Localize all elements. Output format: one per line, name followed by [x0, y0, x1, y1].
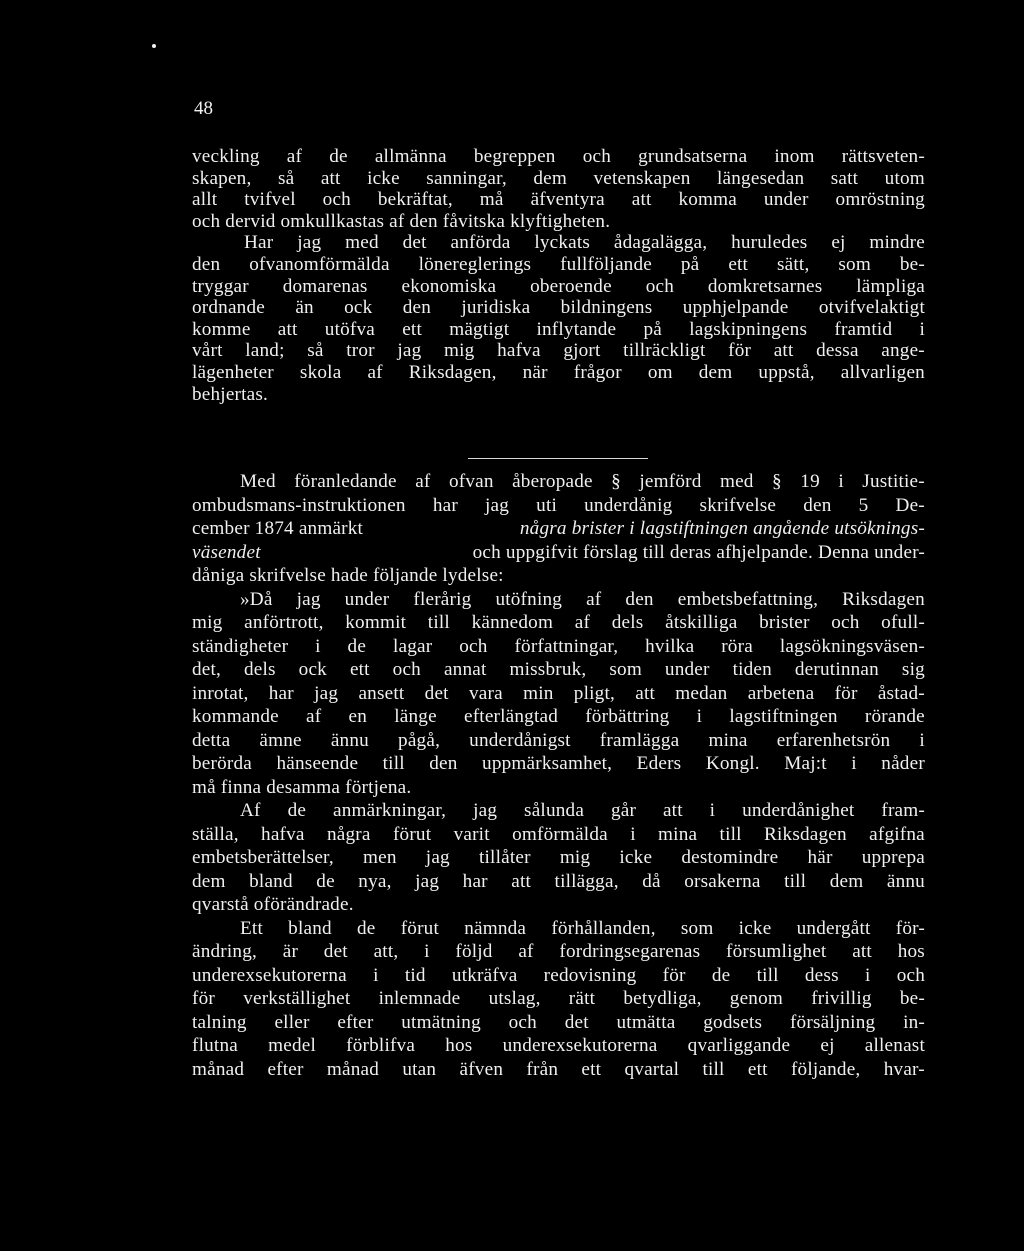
text-line: inrotat, har jag ansett det vara min pligt, att medan arbetena för åstad- [192, 682, 925, 704]
text-line: skapen, så att icke sanningar, dem vetenskapen längesedan satt utom [192, 167, 925, 189]
text-line: Af de anmärkningar, jag sålunda går att i underdånighet fram- [240, 800, 925, 821]
text-line: »Då jag under flerårig utöfning af den embetsbefattning, Riksdagen [240, 588, 925, 610]
text-line: det, dels ock ett och annat missbruk, som under tiden derutinnan sig [192, 659, 925, 680]
page-speck [152, 44, 156, 48]
text-line: komme att utöfva ett mägtigt inflytande på lagskipningens framtid i [192, 318, 925, 340]
text-italic: några brister i lagstiftningen angående utsöknings- [519, 518, 925, 539]
text-plain: och uppgifvit förslag till deras afhjelpande. Denna under- [472, 541, 925, 563]
section-rattsvetenskap-paragraph [192, 146, 925, 405]
text-line: allt tvifvel och bekräftat, må äfventyra att komma under omröstning [192, 189, 925, 211]
text-line: ständigheter i de lagar och författningar, hvilka röra lagsökningsväsen- [192, 635, 925, 657]
text-line: berörda hänseende till den uppmärksamhet, Eders Kongl. Maj:t i nåder [192, 753, 925, 774]
text-line: ändring, är det att, i följd af fordringsegarenas försumlighet att hos [192, 941, 925, 962]
text-line: ordnande än ock den juridiska bildningens upphjelpande otvifvelaktigt [192, 297, 925, 319]
text-line: underexsekutorerna i tid utkräfva redovisning för de till dess i och [192, 964, 925, 986]
section-divider [468, 458, 648, 459]
text-line: må finna desamma förtjena. [192, 776, 412, 798]
text-line: dåniga skrifvelse hade följande lydelse: [192, 565, 504, 586]
text-line-mixed [192, 517, 925, 541]
page-number: 48 [194, 98, 213, 119]
text-line: och dervid omkullkastas af den fåvitska klyftigheten. [192, 210, 611, 232]
section-utsokningsvasendet [192, 470, 925, 1081]
text-line: månad efter månad utan äfven från ett qvartal till ett följande, hvar- [192, 1058, 925, 1080]
text-line: veckling af de allmänna begreppen och grundsatserna inom rättsveten- [192, 146, 925, 167]
text-line: ställa, hafva några förut varit omförmälda i mina till Riksdagen afgifna [192, 823, 925, 845]
text-line: behjertas. [192, 383, 269, 405]
text-line: vårt land; så tror jag mig hafva gjort tillräckligt för att dessa ange- [192, 340, 925, 362]
text-line: mig anförtrott, kommit till kännedom af dels åtskilliga brister och ofull- [192, 612, 925, 633]
text-line: lägenheter skola af Riksdagen, när frågor om dem uppstå, allvarligen [192, 361, 925, 383]
text-plain: cember 1874 anmärkt [192, 518, 364, 539]
text-line: den ofvanomförmälda lönereglerings fullföljande på ett sätt, som be- [192, 253, 925, 275]
text-line: dem bland de nya, jag har att tillägga, då orsakerna till dem ännu [192, 870, 925, 892]
text-line: tryggar domarenas ekonomiska oberoende och domkretsarnes lämpliga [192, 275, 925, 297]
text-line: Ett bland de förut nämnda förhållanden, som icke undergått för- [240, 917, 925, 939]
text-line: detta ämne ännu pågå, underdånigst framlägga mina erfarenhetsrön i [192, 729, 925, 751]
text-line: embetsberättelser, men jag tillåter mig icke destomindre här upprepa [192, 847, 925, 868]
text-line: Med föranledande af ofvan åberopade § jemförd med § 19 i Justitie- [240, 471, 925, 492]
text-line: qvarstå oförändrade. [192, 894, 354, 915]
text-line-mixed [192, 541, 925, 565]
text-line: kommande af en länge efterlängtad förbättring i lagstiftningen rörande [192, 706, 925, 727]
text-line: flutna medel förblifva hos underexsekutorerna qvarliggande ej allenast [192, 1035, 925, 1056]
text-line: talning eller efter utmätning och det utmätta godsets försäljning in- [192, 1011, 925, 1033]
text-line: ombudsmans-instruktionen har jag uti underdånig skrifvelse den 5 De- [192, 494, 925, 516]
text-italic: väsendet [192, 541, 261, 563]
text-line: Har jag med det anförda lyckats ådagalägga, huruledes ej mindre [244, 232, 925, 254]
text-line: för verkställighet inlemnade utslag, rätt betydliga, genom frivillig be- [192, 988, 925, 1009]
